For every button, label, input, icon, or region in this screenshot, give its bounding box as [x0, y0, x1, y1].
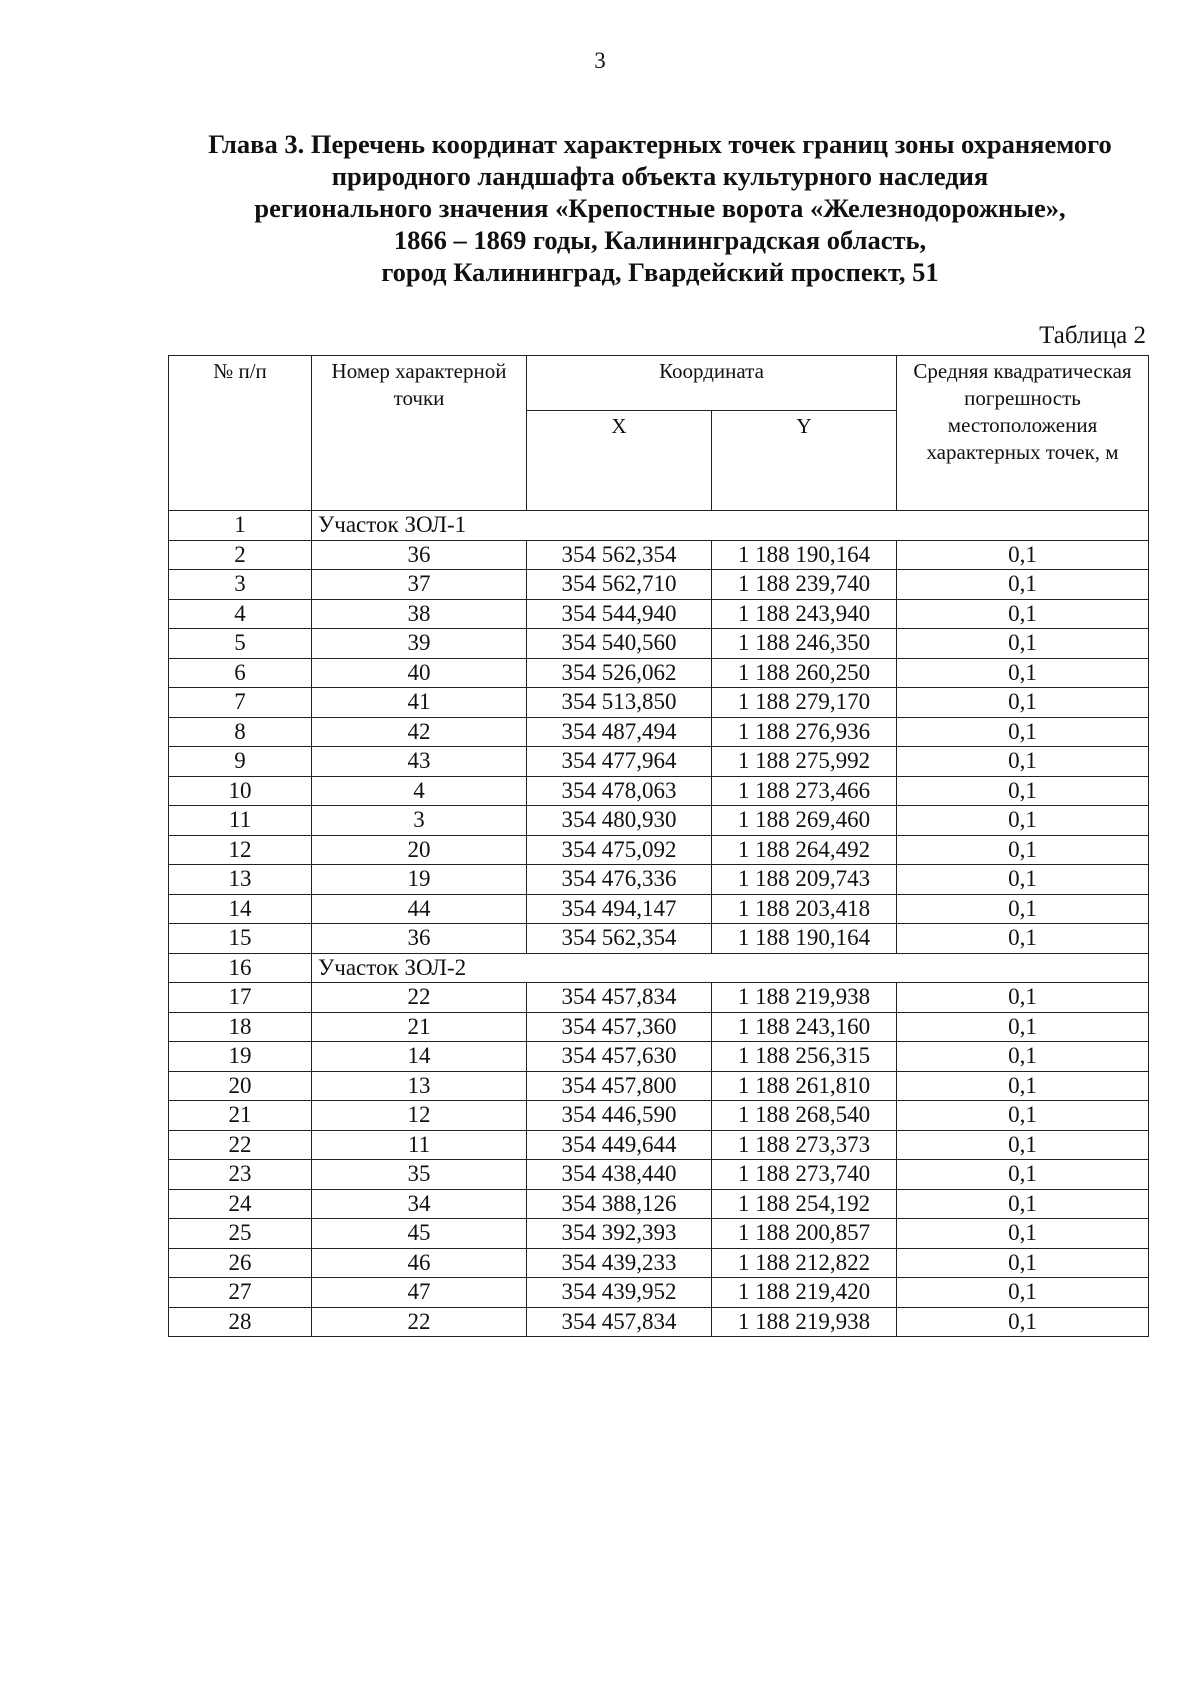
row-number-cell: 2: [169, 540, 312, 570]
x-coordinate-cell: 354 494,147: [527, 894, 712, 924]
point-number-cell: 38: [312, 599, 527, 629]
y-coordinate-cell: 1 188 219,938: [712, 1307, 897, 1337]
y-coordinate-cell: 1 188 273,373: [712, 1130, 897, 1160]
error-cell: 0,1: [897, 570, 1149, 600]
error-cell: 0,1: [897, 1307, 1149, 1337]
x-coordinate-cell: 354 457,630: [527, 1042, 712, 1072]
error-cell: 0,1: [897, 1219, 1149, 1249]
y-coordinate-cell: 1 188 203,418: [712, 894, 897, 924]
error-cell: 0,1: [897, 835, 1149, 865]
point-number-cell: 35: [312, 1160, 527, 1190]
row-number-cell: 14: [169, 894, 312, 924]
point-number-cell: 41: [312, 688, 527, 718]
point-number-cell: 45: [312, 1219, 527, 1249]
y-coordinate-cell: 1 188 190,164: [712, 540, 897, 570]
header-y: Y: [712, 411, 897, 511]
table-caption: Таблица 2: [1039, 322, 1146, 349]
y-coordinate-cell: 1 188 264,492: [712, 835, 897, 865]
y-coordinate-cell: 1 188 256,315: [712, 1042, 897, 1072]
table-row: [169, 865, 1149, 895]
heading-line: город Калининград, Гвардейский проспект, 51: [381, 257, 939, 287]
y-coordinate-cell: 1 188 275,992: [712, 747, 897, 777]
error-cell: 0,1: [897, 924, 1149, 954]
row-number-cell: 17: [169, 983, 312, 1013]
x-coordinate-cell: 354 446,590: [527, 1101, 712, 1131]
coordinates-table: [168, 355, 1149, 1337]
y-coordinate-cell: 1 188 268,540: [712, 1101, 897, 1131]
error-cell: 0,1: [897, 717, 1149, 747]
table-row: [169, 1130, 1149, 1160]
row-number-cell: 8: [169, 717, 312, 747]
row-number-cell: 10: [169, 776, 312, 806]
error-cell: 0,1: [897, 1012, 1149, 1042]
table-row: [169, 924, 1149, 954]
y-coordinate-cell: 1 188 200,857: [712, 1219, 897, 1249]
row-number-cell: 5: [169, 629, 312, 659]
row-number-cell: 25: [169, 1219, 312, 1249]
x-coordinate-cell: 354 544,940: [527, 599, 712, 629]
table-row: [169, 983, 1149, 1013]
table-row: [169, 776, 1149, 806]
x-coordinate-cell: 354 487,494: [527, 717, 712, 747]
header-error: Средняя квадратическая погрешность местоположения характерных точек, м: [897, 356, 1149, 511]
point-number-cell: 42: [312, 717, 527, 747]
point-number-cell: 43: [312, 747, 527, 777]
row-number-cell: 20: [169, 1071, 312, 1101]
table-row: [169, 1278, 1149, 1308]
section-label: Участок ЗОЛ-1: [312, 511, 1149, 541]
heading-line: природного ландшафта объекта культурного наследия: [331, 161, 989, 191]
error-cell: 0,1: [897, 1071, 1149, 1101]
point-number-cell: 36: [312, 924, 527, 954]
error-cell: 0,1: [897, 658, 1149, 688]
point-number-cell: 4: [312, 776, 527, 806]
table-row: [169, 1189, 1149, 1219]
x-coordinate-cell: 354 438,440: [527, 1160, 712, 1190]
x-coordinate-cell: 354 513,850: [527, 688, 712, 718]
point-number-cell: 47: [312, 1278, 527, 1308]
x-coordinate-cell: 354 476,336: [527, 865, 712, 895]
heading-line: 1866 – 1869 годы, Калининградская область,: [393, 225, 927, 255]
x-coordinate-cell: 354 439,233: [527, 1248, 712, 1278]
y-coordinate-cell: 1 188 219,420: [712, 1278, 897, 1308]
point-number-cell: 19: [312, 865, 527, 895]
x-coordinate-cell: 354 540,560: [527, 629, 712, 659]
point-number-cell: 22: [312, 983, 527, 1013]
error-cell: 0,1: [897, 806, 1149, 836]
point-number-cell: 44: [312, 894, 527, 924]
error-cell: 0,1: [897, 629, 1149, 659]
error-cell: 0,1: [897, 1278, 1149, 1308]
table-row: [169, 688, 1149, 718]
error-cell: 0,1: [897, 688, 1149, 718]
point-number-cell: 14: [312, 1042, 527, 1072]
y-coordinate-cell: 1 188 260,250: [712, 658, 897, 688]
table-row: [169, 599, 1149, 629]
error-cell: 0,1: [897, 776, 1149, 806]
x-coordinate-cell: 354 457,800: [527, 1071, 712, 1101]
row-number-cell: 9: [169, 747, 312, 777]
table-row: [169, 1160, 1149, 1190]
header-num: № п/п: [169, 356, 312, 511]
y-coordinate-cell: 1 188 239,740: [712, 570, 897, 600]
row-number-cell: 18: [169, 1012, 312, 1042]
x-coordinate-cell: 354 477,964: [527, 747, 712, 777]
point-number-cell: 40: [312, 658, 527, 688]
point-number-cell: 13: [312, 1071, 527, 1101]
table-row: [169, 1012, 1149, 1042]
error-cell: 0,1: [897, 1189, 1149, 1219]
x-coordinate-cell: 354 526,062: [527, 658, 712, 688]
error-cell: 0,1: [897, 599, 1149, 629]
table-row: [169, 747, 1149, 777]
x-coordinate-cell: 354 457,360: [527, 1012, 712, 1042]
x-coordinate-cell: 354 478,063: [527, 776, 712, 806]
y-coordinate-cell: 1 188 279,170: [712, 688, 897, 718]
row-number-cell: 15: [169, 924, 312, 954]
x-coordinate-cell: 354 392,393: [527, 1219, 712, 1249]
y-coordinate-cell: 1 188 219,938: [712, 983, 897, 1013]
row-number-cell: 7: [169, 688, 312, 718]
row-number-cell: 12: [169, 835, 312, 865]
x-coordinate-cell: 354 562,710: [527, 570, 712, 600]
header-x: X: [527, 411, 712, 511]
heading-line: Глава 3. Перечень координат характерных точек границ зоны охраняемого: [208, 129, 1112, 159]
y-coordinate-cell: 1 188 269,460: [712, 806, 897, 836]
row-number-cell: 26: [169, 1248, 312, 1278]
x-coordinate-cell: 354 457,834: [527, 983, 712, 1013]
y-coordinate-cell: 1 188 273,466: [712, 776, 897, 806]
y-coordinate-cell: 1 188 276,936: [712, 717, 897, 747]
heading-line: регионального значения «Крепостные ворота «Железнодорожные»,: [254, 193, 1066, 223]
error-cell: 0,1: [897, 747, 1149, 777]
table-row: [169, 570, 1149, 600]
row-number-cell: 21: [169, 1101, 312, 1131]
row-number-cell: 11: [169, 806, 312, 836]
table-row: [169, 540, 1149, 570]
x-coordinate-cell: 354 475,092: [527, 835, 712, 865]
error-cell: 0,1: [897, 983, 1149, 1013]
y-coordinate-cell: 1 188 190,164: [712, 924, 897, 954]
table-row: [169, 629, 1149, 659]
table-row: [169, 717, 1149, 747]
point-number-cell: 20: [312, 835, 527, 865]
table-row: [169, 1071, 1149, 1101]
point-number-cell: 3: [312, 806, 527, 836]
y-coordinate-cell: 1 188 261,810: [712, 1071, 897, 1101]
error-cell: 0,1: [897, 1130, 1149, 1160]
point-number-cell: 22: [312, 1307, 527, 1337]
point-number-cell: 12: [312, 1101, 527, 1131]
x-coordinate-cell: 354 480,930: [527, 806, 712, 836]
error-cell: 0,1: [897, 1248, 1149, 1278]
row-number-cell: 27: [169, 1278, 312, 1308]
error-cell: 0,1: [897, 1042, 1149, 1072]
error-cell: 0,1: [897, 865, 1149, 895]
error-cell: 0,1: [897, 1160, 1149, 1190]
y-coordinate-cell: 1 188 212,822: [712, 1248, 897, 1278]
point-number-cell: 36: [312, 540, 527, 570]
header-coordinate: Координата: [527, 356, 897, 411]
table-row: [169, 835, 1149, 865]
chapter-heading: [160, 128, 1160, 288]
x-coordinate-cell: 354 449,644: [527, 1130, 712, 1160]
row-number-cell: 19: [169, 1042, 312, 1072]
table-row: [169, 894, 1149, 924]
error-cell: 0,1: [897, 540, 1149, 570]
y-coordinate-cell: 1 188 246,350: [712, 629, 897, 659]
error-cell: 0,1: [897, 894, 1149, 924]
row-number-cell: 22: [169, 1130, 312, 1160]
row-number-cell: 1: [169, 511, 312, 541]
error-cell: 0,1: [897, 1101, 1149, 1131]
y-coordinate-cell: 1 188 243,160: [712, 1012, 897, 1042]
y-coordinate-cell: 1 188 254,192: [712, 1189, 897, 1219]
row-number-cell: 16: [169, 953, 312, 983]
row-number-cell: 4: [169, 599, 312, 629]
section-label: Участок ЗОЛ-2: [312, 953, 1149, 983]
row-number-cell: 28: [169, 1307, 312, 1337]
point-number-cell: 34: [312, 1189, 527, 1219]
table-row: [169, 1248, 1149, 1278]
table-body: [169, 511, 1149, 1337]
x-coordinate-cell: 354 457,834: [527, 1307, 712, 1337]
table-row: [169, 806, 1149, 836]
x-coordinate-cell: 354 388,126: [527, 1189, 712, 1219]
row-number-cell: 23: [169, 1160, 312, 1190]
table-row: [169, 658, 1149, 688]
point-number-cell: 39: [312, 629, 527, 659]
row-number-cell: 6: [169, 658, 312, 688]
section-row: [169, 511, 1149, 541]
y-coordinate-cell: 1 188 243,940: [712, 599, 897, 629]
page-number: 3: [594, 48, 606, 73]
row-number-cell: 13: [169, 865, 312, 895]
y-coordinate-cell: 1 188 209,743: [712, 865, 897, 895]
table-row: [169, 1042, 1149, 1072]
section-row: [169, 953, 1149, 983]
x-coordinate-cell: 354 439,952: [527, 1278, 712, 1308]
y-coordinate-cell: 1 188 273,740: [712, 1160, 897, 1190]
row-number-cell: 3: [169, 570, 312, 600]
point-number-cell: 37: [312, 570, 527, 600]
point-number-cell: 46: [312, 1248, 527, 1278]
table-row: [169, 1219, 1149, 1249]
x-coordinate-cell: 354 562,354: [527, 540, 712, 570]
table-row: [169, 1101, 1149, 1131]
point-number-cell: 11: [312, 1130, 527, 1160]
row-number-cell: 24: [169, 1189, 312, 1219]
header-point: Номер характерной точки: [312, 356, 527, 511]
x-coordinate-cell: 354 562,354: [527, 924, 712, 954]
point-number-cell: 21: [312, 1012, 527, 1042]
table-row: [169, 1307, 1149, 1337]
